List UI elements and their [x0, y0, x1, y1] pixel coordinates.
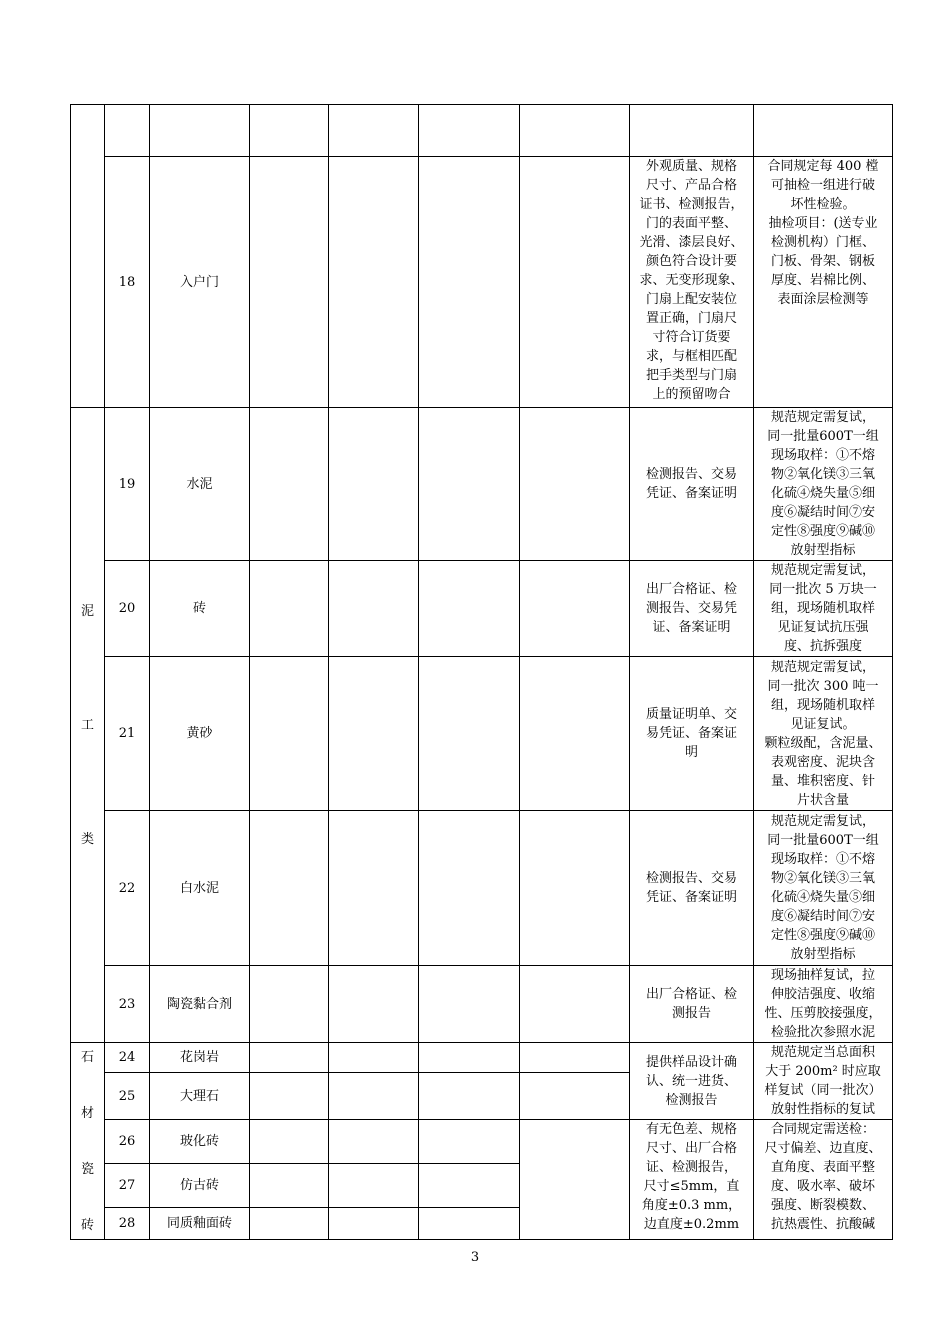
text-line: 尺寸≤5mm，直: [643, 1179, 740, 1194]
text-line: 检测报告: [665, 1092, 718, 1108]
text-line: 求、无变形现象、: [639, 273, 744, 288]
row-number: 21: [105, 657, 150, 811]
table-row: [71, 811, 893, 966]
text-line: 度、吸水率、破坏: [770, 1179, 875, 1194]
text-line: 颗粒级配，含泥量、: [764, 735, 882, 751]
text-line: 性、压剪胶接强度，: [764, 1006, 882, 1021]
text-line: 光滑、漆层良好、: [639, 235, 744, 250]
text-line: 规范规定需复试，: [770, 659, 875, 675]
row-number: 20: [105, 561, 150, 657]
text-line: 证书、检测报告，: [639, 197, 744, 212]
text-line: 放射性指标的复试: [770, 1102, 875, 1117]
inspection-note-cell: [754, 966, 893, 1043]
requirements-cell: [630, 657, 754, 811]
inspection-note-cell: [754, 561, 893, 657]
text-line: 证、检测报告，: [645, 1160, 737, 1175]
text-line: 检测报告、交易: [645, 467, 737, 482]
text-line: 组，现场随机取样: [770, 697, 875, 713]
text-line: 质量证明单、交: [645, 707, 737, 722]
text-line: 规范规定需复试，: [770, 410, 875, 425]
inspection-note-cell: [754, 1043, 893, 1120]
row-number: 18: [105, 157, 150, 408]
text-line: 尺寸、出厂合格: [645, 1141, 737, 1156]
row-number: 25: [105, 1073, 150, 1120]
item-name: 花岗岩: [150, 1043, 250, 1073]
text-line: 定性⑧强度⑨碱⑩: [770, 928, 875, 943]
text-line: 物②氧化镁③三氧: [770, 467, 875, 482]
requirements-cell: [630, 1120, 754, 1240]
item-name: 水泥: [150, 408, 250, 561]
requirements-cell: [630, 811, 754, 966]
requirements-cell: [630, 561, 754, 657]
text-line: 合同规定需送检：: [770, 1122, 875, 1137]
text-line: 同一批量600T一组: [767, 429, 879, 444]
page-number: 3: [470, 1250, 480, 1265]
text-line: 见证复试。: [790, 716, 856, 732]
text-line: 检测报告、交易: [645, 871, 737, 886]
text-line: 规范规定需复试，: [770, 563, 875, 578]
text-line: 坏性检验。: [790, 197, 856, 212]
inspection-note-cell: [754, 157, 893, 408]
text-line: 强度、断裂模数、: [770, 1198, 875, 1213]
text-line: 外观质量、规格: [645, 159, 737, 174]
item-name: 陶瓷黏合剂: [150, 966, 250, 1043]
text-line: 出厂合格证、检: [645, 987, 737, 1002]
item-name: 入户门: [150, 157, 250, 408]
text-line: 测报告、交易凭: [645, 601, 737, 616]
text-line: 放射型指标: [790, 543, 856, 558]
category-mud-cell: 泥 工 类: [71, 408, 105, 1043]
text-line: 直角度、表面平整: [770, 1160, 875, 1175]
text-line: 凭证、备案证明: [645, 890, 737, 905]
text-line: 厚度、岩棉比例、: [770, 273, 875, 288]
text-line: 表面涂层检测等: [777, 292, 869, 307]
text-line: 现场取样：①不熔: [770, 852, 875, 867]
row-number: 23: [105, 966, 150, 1043]
text-line: 提供样品设计确: [645, 1054, 737, 1070]
requirements-cell: [630, 157, 754, 408]
text-line: 门扇上配安装位: [645, 292, 737, 307]
text-line: 度⑥凝结时间⑦安: [770, 909, 875, 924]
text-line: 规范规定当总面积: [770, 1045, 875, 1060]
requirements-cell: [630, 408, 754, 561]
requirements-cell: [630, 1043, 754, 1120]
text-line: 门板、骨架、钢板: [770, 254, 875, 269]
text-line: 同一批次 5 万块一: [769, 582, 877, 597]
table-row: [71, 966, 893, 1043]
item-name: 砖: [150, 561, 250, 657]
item-name: 白水泥: [150, 811, 250, 966]
row-number: 28: [105, 1208, 150, 1240]
text-line: 测报告: [671, 1006, 711, 1021]
text-line: 抽检项目：(送专业: [768, 216, 878, 231]
item-name: 仿古砖: [150, 1164, 250, 1208]
text-line: 有无色差、规格: [645, 1122, 737, 1137]
category-cell: [71, 105, 105, 408]
text-line: 伸胶洁强度、收缩: [770, 987, 875, 1002]
text-line: 同一批量600T一组: [767, 833, 879, 848]
inspection-note-cell: [754, 1120, 893, 1240]
text-line: 明: [684, 745, 698, 760]
text-line: 抗热震性、抗酸碱: [770, 1217, 875, 1232]
text-line: 化硫④烧失量⑤细: [770, 890, 875, 905]
item-name: 同质釉面砖: [150, 1208, 250, 1240]
text-line: 置正确，门扇尺: [645, 311, 737, 326]
text-line: 样复试（同一批次）: [764, 1083, 882, 1098]
requirements-cell: [630, 966, 754, 1043]
inspection-note-cell: [754, 408, 893, 561]
text-line: 度、抗拆强度: [783, 639, 862, 654]
row-number: 22: [105, 811, 150, 966]
table-row: [71, 1120, 893, 1164]
text-line: 检验批次参照水泥: [770, 1025, 875, 1040]
text-line: 表观密度、泥块含: [770, 754, 875, 770]
row-number: 19: [105, 408, 150, 561]
text-line: 颜色符合设计要: [645, 254, 737, 269]
row-number: 27: [105, 1164, 150, 1208]
table-row: [71, 408, 893, 561]
text-line: 同一批次 300 吨一: [767, 678, 879, 694]
text-line: 角度±0.3 mm，: [641, 1198, 742, 1213]
text-line: 上的预留吻合: [652, 387, 731, 402]
text-line: 认、统一进货、: [645, 1073, 737, 1089]
text-line: 物②氧化镁③三氧: [770, 871, 875, 886]
text-line: 易凭证、备案证: [645, 726, 737, 741]
text-line: 量、堆积密度、针: [770, 773, 875, 789]
item-name: 玻化砖: [150, 1120, 250, 1164]
text-line: 检测机构）门框、: [770, 235, 875, 250]
text-line: 边直度±0.2mm: [643, 1217, 740, 1232]
text-line: 求，与框相匹配: [645, 349, 737, 364]
text-line: 现场抽样复试，拉: [770, 968, 875, 983]
text-line: 凭证、备案证明: [645, 486, 737, 501]
text-line: 门的表面平整、: [645, 216, 737, 231]
row-number: 26: [105, 1120, 150, 1164]
text-line: 规范规定需复试，: [770, 814, 875, 829]
text-line: 放射型指标: [790, 947, 856, 962]
inspection-note-cell: [754, 811, 893, 966]
item-name: 大理石: [150, 1073, 250, 1120]
materials-table: [70, 104, 893, 1240]
row-number: 24: [105, 1043, 150, 1073]
item-name: 黄砂: [150, 657, 250, 811]
text-line: 寸符合订货要: [652, 330, 731, 345]
text-line: 可抽检一组进行破: [770, 178, 875, 193]
text-line: 组，现场随机取样: [770, 601, 875, 616]
text-line: 把手类型与门扇: [645, 368, 737, 383]
text-line: 尺寸、产品合格: [645, 178, 737, 193]
text-line: 尺寸偏差、边直度、: [764, 1141, 882, 1156]
text-line: 度⑥凝结时间⑦安: [770, 505, 875, 520]
table-row: [71, 105, 893, 157]
inspection-note-cell: [754, 657, 893, 811]
text-line: 合同规定每 400 樘: [767, 159, 879, 174]
table-row: [71, 561, 893, 657]
table-row: [71, 1043, 893, 1073]
text-line: 出厂合格证、检: [645, 582, 737, 597]
text-line: 现场取样：①不熔: [770, 448, 875, 463]
text-line: 片状含量: [796, 792, 849, 808]
text-line: 见证复试抗压强: [777, 620, 869, 635]
text-line: 证、备案证明: [652, 620, 731, 635]
text-line: 定性⑧强度⑨碱⑩: [770, 524, 875, 539]
text-line: 大于 200m² 时应取: [765, 1064, 881, 1079]
table-row: [71, 657, 893, 811]
text-line: 化硫④烧失量⑤细: [770, 486, 875, 501]
category-stone-cell: 石 材 瓷 砖: [71, 1043, 105, 1240]
table-row: [71, 157, 893, 408]
